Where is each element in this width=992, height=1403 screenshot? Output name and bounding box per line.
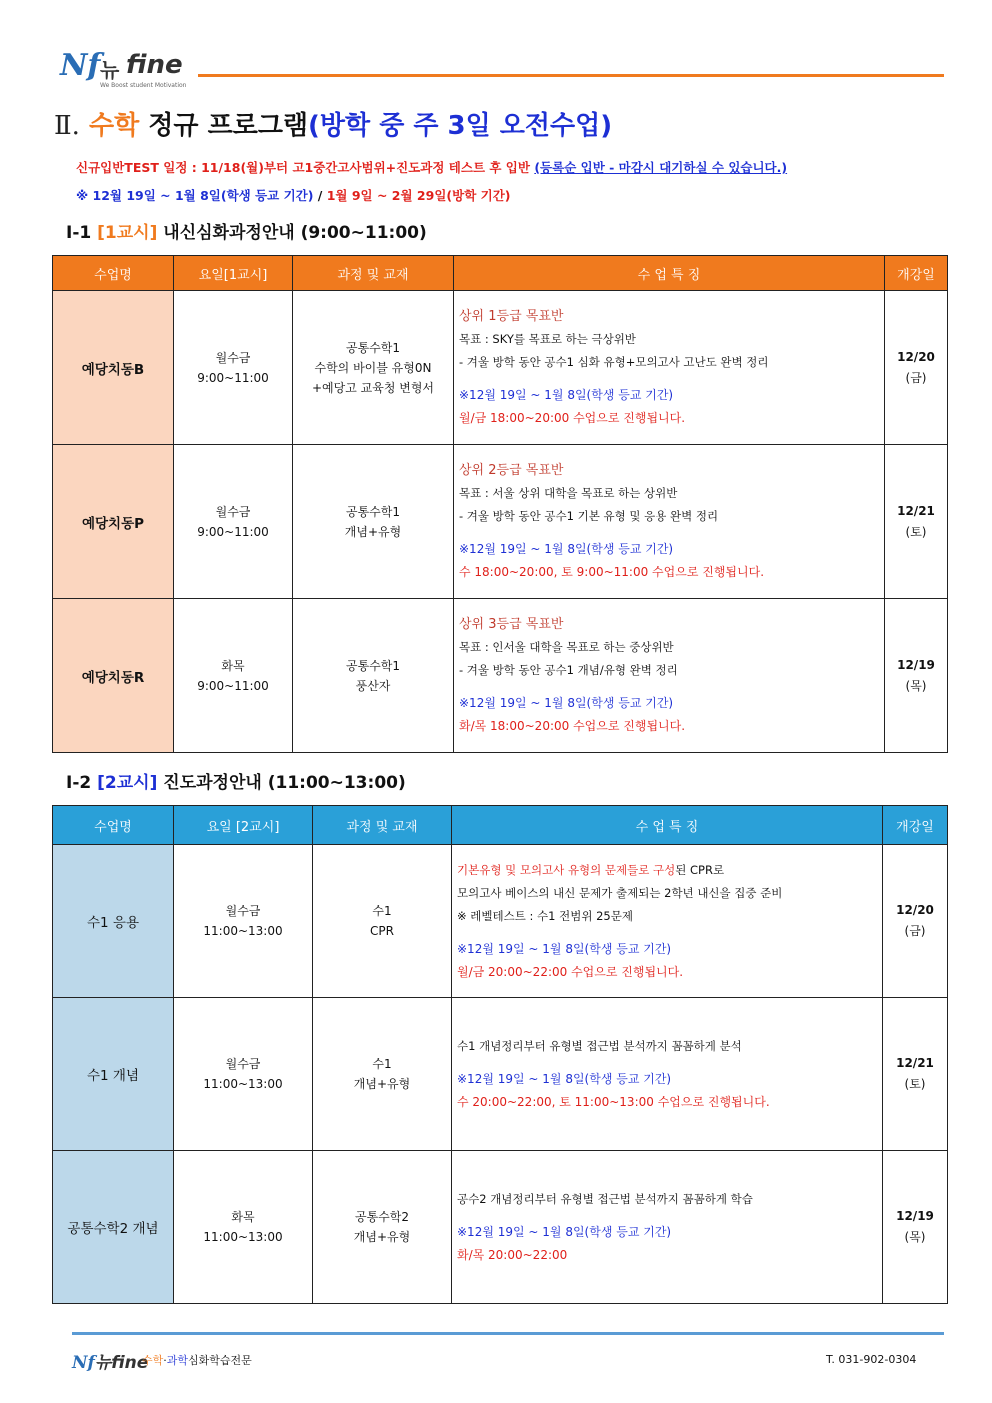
class-table-1 <box>52 255 948 753</box>
class-note: ※12월 19일 ~ 1월 8일(학생 등교 기간) <box>459 542 674 556</box>
table-header-row <box>53 806 948 845</box>
class-line-3: ※ 레벨테스트 : 수1 전범위 25문제 <box>457 908 633 923</box>
period-school: ※ 12월 19일 ~ 1월 8일(학생 등교 기간) <box>76 188 314 203</box>
test-notice-text: 신규입반TEST 일정 : 11/18(월)부터 고1중간고사범위+진도과정 테스트 후 입반 <box>76 160 530 175</box>
class-day: 월수금 11:00~13:00 <box>174 998 313 1151</box>
class-feature <box>454 599 885 753</box>
class-note: ※12월 19일 ~ 1월 8일(학생 등교 기간) <box>459 388 674 402</box>
title-subject: 수학 <box>89 111 140 141</box>
class-level: 상위 1등급 목표반 <box>459 309 564 324</box>
class-feature <box>454 445 885 599</box>
section-1-prefix: Ⅰ-1 <box>66 223 92 243</box>
table-row <box>53 599 948 753</box>
class-desc: - 겨울 방학 동안 공수1 개념/유형 완벽 정리 <box>459 663 678 677</box>
class-schedule: 수 18:00~20:00, 토 9:00~11:00 수업으로 진행됩니다. <box>459 565 765 579</box>
class-level: 상위 2등급 목표반 <box>459 463 564 478</box>
table-row <box>53 1151 948 1304</box>
class-day: 화목 11:00~13:00 <box>174 1151 313 1304</box>
class-line-1: 수1 개념정리부터 유형별 접근법 분석까지 꼼꼼하게 분석 <box>457 1038 742 1053</box>
header-book: 과정 및 교재 <box>313 806 452 845</box>
table-row <box>53 445 948 599</box>
logo-fine-text: fine <box>126 50 183 80</box>
class-name: 수1 개념 <box>53 998 174 1151</box>
class-line-1: 기본유형 및 모의고사 유형의 문제들로 구성된 CPR로 <box>457 862 725 877</box>
class-name: 예당치동B <box>53 291 174 445</box>
section-1-tag: [1교시] <box>97 223 158 243</box>
class-goal: 목표 : SKY를 목표로 하는 극상위반 <box>459 332 636 346</box>
table-row <box>53 845 948 998</box>
class-name: 예당치동R <box>53 599 174 753</box>
class-day: 월수금 11:00~13:00 <box>174 845 313 998</box>
class-desc: - 겨울 방학 동안 공수1 기본 유형 및 응용 완벽 정리 <box>459 509 719 523</box>
class-schedule: 화/목 18:00~20:00 수업으로 진행됩니다. <box>459 719 686 733</box>
class-schedule: 화/목 20:00~22:00 <box>457 1247 568 1262</box>
title-schedule: (방학 중 주 3일 오전수업) <box>308 111 613 141</box>
open-date: 12/20 (금) <box>883 845 948 998</box>
footer-slogan: 수학·과학심화학습전문 <box>142 1354 252 1367</box>
period-separator: / <box>313 188 327 203</box>
class-feature <box>452 998 883 1151</box>
section-1-heading <box>66 218 427 243</box>
class-book: 공통수학1 개념+유형 <box>293 445 454 599</box>
section-1-title: 내신심화과정안내 (9:00~11:00) <box>163 223 427 243</box>
section-2-title: 진도과정안내 (11:00~13:00) <box>163 773 406 793</box>
class-name: 공통수학2 개념 <box>53 1151 174 1304</box>
open-date: 12/21 (토) <box>883 998 948 1151</box>
header-open-date: 개강일 <box>883 806 948 845</box>
class-note: ※12월 19일 ~ 1월 8일(학생 등교 기간) <box>457 1071 672 1086</box>
class-feature <box>452 845 883 998</box>
section-2-tag: [2교시] <box>97 773 158 793</box>
class-feature <box>452 1151 883 1304</box>
class-book: 공통수학2 개념+유형 <box>313 1151 452 1304</box>
class-schedule: 수 20:00~22:00, 토 11:00~13:00 수업으로 진행됩니다. <box>457 1094 770 1109</box>
class-table-2 <box>52 805 948 1304</box>
class-line-2: 모의고사 베이스의 내신 문제가 출제되는 2학년 내신을 집중 준비 <box>457 885 783 900</box>
logo-tagline: We Boost student Motivation <box>100 82 187 89</box>
header-open-date: 개강일 <box>885 256 948 291</box>
class-day: 월수금 9:00~11:00 <box>174 291 293 445</box>
title-numeral: Ⅱ. <box>54 111 80 141</box>
footer-divider <box>72 1332 944 1335</box>
class-level: 상위 3등급 목표반 <box>459 617 564 632</box>
class-desc: - 겨울 방학 동안 공수1 심화 유형+모의고사 고난도 완벽 정리 <box>459 355 769 369</box>
footer-logo: Nf뉴fine <box>72 1353 149 1373</box>
header-divider <box>198 74 944 77</box>
class-note: ※12월 19일 ~ 1월 8일(학생 등교 기간) <box>459 696 674 710</box>
test-notice <box>76 158 787 176</box>
footer-phone: T. 031-902-0304 <box>826 1353 917 1366</box>
period-vacation: 1월 9일 ~ 2월 29일(방학 기간) <box>326 188 511 203</box>
header-day: 요일 [2교시] <box>174 806 313 845</box>
class-name: 예당치동P <box>53 445 174 599</box>
test-notice-underlined: (등록순 입반 - 마감시 대기하실 수 있습니다.) <box>534 160 788 175</box>
header-class-name: 수업명 <box>53 806 174 845</box>
class-name: 수1 응용 <box>53 845 174 998</box>
class-schedule: 월/금 18:00~20:00 수업으로 진행됩니다. <box>459 411 686 425</box>
class-note: ※12월 19일 ~ 1월 8일(학생 등교 기간) <box>457 941 672 956</box>
class-feature <box>454 291 885 445</box>
class-book: 수1 개념+유형 <box>313 998 452 1151</box>
page-title <box>54 105 612 142</box>
class-book: 공통수학1 수학의 바이블 유형0N +예당고 교육청 변형서 <box>293 291 454 445</box>
table-row <box>53 291 948 445</box>
header-book: 과정 및 교재 <box>293 256 454 291</box>
brand-logo <box>60 48 187 94</box>
period-notice <box>76 186 510 204</box>
open-date: 12/19 (목) <box>885 599 948 753</box>
table-header-row <box>53 256 948 291</box>
class-goal: 목표 : 인서울 대학을 목표로 하는 중상위반 <box>459 640 674 654</box>
class-schedule: 월/금 20:00~22:00 수업으로 진행됩니다. <box>457 964 684 979</box>
logo-new-text: 뉴 <box>100 58 120 82</box>
class-day: 월수금 9:00~11:00 <box>174 445 293 599</box>
class-day: 화목 9:00~11:00 <box>174 599 293 753</box>
class-book: 수1 CPR <box>313 845 452 998</box>
class-book: 공통수학1 풍산자 <box>293 599 454 753</box>
header-feature: 수 업 특 징 <box>454 256 885 291</box>
section-2-prefix: Ⅰ-2 <box>66 773 92 793</box>
logo-mark: Nf <box>60 48 101 83</box>
open-date: 12/21 (토) <box>885 445 948 599</box>
header-feature: 수 업 특 징 <box>452 806 883 845</box>
table-row <box>53 998 948 1151</box>
title-program: 정규 프로그램 <box>148 111 309 141</box>
open-date: 12/19 (목) <box>883 1151 948 1304</box>
class-line-1: 공수2 개념정리부터 유형별 접근법 분석까지 꼼꼼하게 학습 <box>457 1191 753 1206</box>
header-day: 요일[1교시] <box>174 256 293 291</box>
open-date: 12/20 (금) <box>885 291 948 445</box>
class-note: ※12월 19일 ~ 1월 8일(학생 등교 기간) <box>457 1224 672 1239</box>
header-class-name: 수업명 <box>53 256 174 291</box>
class-goal: 목표 : 서울 상위 대학을 목표로 하는 상위반 <box>459 486 678 500</box>
section-2-heading <box>66 768 406 793</box>
